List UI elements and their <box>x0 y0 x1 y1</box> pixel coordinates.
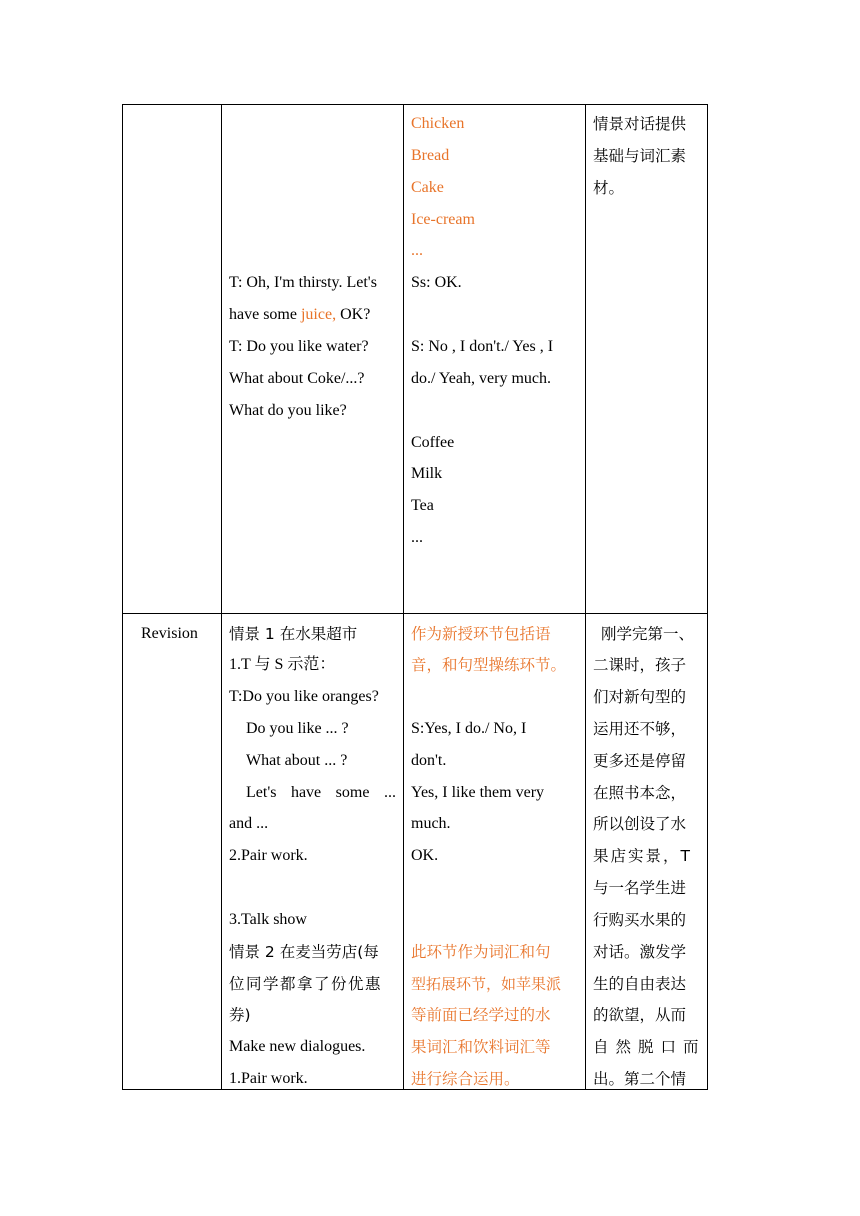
teacher-line: 1.T 与 S 示范： <box>229 656 336 673</box>
vocab-item: Ice-cream <box>411 211 475 228</box>
vocab-item: Milk <box>411 465 443 482</box>
teacher-line: T: Do you like water? <box>229 338 369 355</box>
student-line: OK. <box>411 847 439 864</box>
teacher-line: What about Coke/...? <box>229 370 365 387</box>
teacher-line: 位同学都拿了份优惠 <box>229 975 383 993</box>
student-line: Ss: OK. <box>411 274 462 291</box>
purpose-line: 基础与词汇素 <box>593 147 687 165</box>
purpose-line: 刚学完第一、 <box>601 625 695 643</box>
table-border-top <box>122 104 708 105</box>
teacher-line: What about ... ? <box>246 752 348 769</box>
scene-heading: 情景 2 在麦当劳店(每 <box>229 943 379 961</box>
teacher-line: and ... <box>229 815 269 832</box>
table-border-bottom <box>122 1089 708 1090</box>
student-line: S: No , I don't./ Yes , I <box>411 338 554 355</box>
purpose-line: 二课时，孩子 <box>593 656 687 674</box>
note-line: 作为新授环节包括语 <box>411 625 551 643</box>
student-line: do./ Yeah, very much. <box>411 370 551 387</box>
student-line: don't. <box>411 752 447 769</box>
word: some <box>335 784 370 801</box>
note-line: 进行综合运用。 <box>411 1070 520 1088</box>
note-line: 型拓展环节，如苹果派 <box>411 975 562 993</box>
purpose-line: 情景对话提供 <box>593 115 687 133</box>
purpose-line: 的欲望，从而 <box>593 1006 687 1024</box>
teacher-line: T: Oh, I'm thirsty. Let's <box>229 274 377 291</box>
purpose-line: 自然脱口而 <box>593 1038 706 1056</box>
note-line: 此环节作为词汇和句 <box>411 943 551 961</box>
vocab-item: ... <box>411 529 423 546</box>
table-border-right <box>707 104 708 1090</box>
vocab-item: Coffee <box>411 434 455 451</box>
teacher-line: 券) <box>229 1006 251 1024</box>
student-line: S:Yes, I do./ No, I <box>411 720 527 737</box>
teacher-line: 1.Pair work. <box>229 1070 308 1087</box>
teacher-line: Make new dialogues. <box>229 1038 366 1055</box>
student-line: Yes, I like them very <box>411 784 545 801</box>
teacher-line: 3.Talk show <box>229 911 307 928</box>
purpose-line: 出。第二个情 <box>593 1070 687 1088</box>
word: Let's <box>246 784 277 801</box>
column-divider-3 <box>585 104 586 1090</box>
table-border-left <box>122 104 123 1090</box>
teacher-text: have some <box>229 306 301 323</box>
teacher-line: 2.Pair work. <box>229 847 308 864</box>
stage-label: Revision <box>141 625 198 642</box>
student-line: much. <box>411 815 451 832</box>
column-divider-2 <box>403 104 404 1090</box>
note-line: 等前面已经学过的水 <box>411 1006 551 1024</box>
purpose-line: 运用还不够， <box>593 720 687 738</box>
lesson-plan-table <box>122 104 708 1090</box>
purpose-line: 们对新句型的 <box>593 688 687 706</box>
vocab-item: Cake <box>411 179 444 196</box>
scene-heading: 情景 1 在水果超市 <box>229 625 358 643</box>
teacher-text: OK? <box>336 306 371 323</box>
purpose-line: 对话。激发学 <box>593 943 687 961</box>
purpose-line: 更多还是停留 <box>593 752 687 770</box>
vocab-item: Bread <box>411 147 450 164</box>
purpose-line: 在照书本念， <box>593 784 687 802</box>
column-divider-1 <box>221 104 222 1090</box>
teacher-line <box>229 305 370 325</box>
word: have <box>290 784 322 801</box>
teacher-line: T:Do you like oranges? <box>229 688 379 705</box>
row-divider <box>122 613 708 614</box>
note-line: 音，和句型操练环节。 <box>411 656 567 674</box>
vocab-item: Chicken <box>411 115 465 132</box>
purpose-line: 材。 <box>593 179 625 197</box>
purpose-line: 果店实景，T <box>593 847 692 865</box>
word: ... <box>383 784 396 801</box>
purpose-line: 生的自由表达 <box>593 975 687 993</box>
purpose-line: 与一名学生进 <box>593 879 687 897</box>
keyword-juice: juice, <box>300 306 337 323</box>
teacher-line <box>246 783 396 803</box>
teacher-line: What do you like? <box>229 402 347 419</box>
note-line: 果词汇和饮料词汇等 <box>411 1038 551 1056</box>
purpose-line: 所以创设了水 <box>593 815 687 833</box>
purpose-line: 行购买水果的 <box>593 911 687 929</box>
vocab-item: Tea <box>411 497 434 514</box>
vocab-item: ... <box>411 242 423 259</box>
teacher-line: Do you like ... ? <box>246 720 349 737</box>
